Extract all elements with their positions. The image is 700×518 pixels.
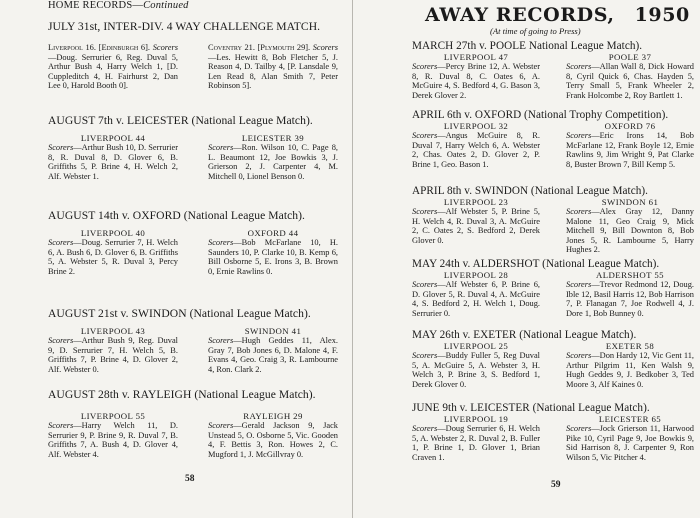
match-title: JUNE 9th v. LEICESTER (National League Match).	[412, 402, 650, 414]
scorers-label: Scorers	[566, 424, 592, 433]
match-block	[412, 402, 694, 462]
match-columns	[412, 270, 694, 318]
scorers-list: —Eric Irons 14, Bob McFarlane 12, Frank Boyle 12, Ernie Rawlins 9, Jim Wright 9, Pat Clarke 8, Buster Brown 7, Bill Kemp 5.	[566, 131, 694, 169]
match-block	[412, 40, 694, 100]
team-score-heading: Coventry 21. [Plymouth 29].	[208, 43, 311, 52]
scorers-label: Scorers	[208, 336, 234, 345]
page-title	[425, 4, 690, 26]
scorers-label: Scorers	[208, 238, 234, 247]
scorers-label: Scorers	[48, 238, 74, 247]
home-team-record	[48, 411, 178, 459]
running-head-text: HOME RECORDS—	[48, 0, 144, 11]
match-columns	[412, 197, 694, 255]
team-score-heading: LIVERPOOL 43	[80, 326, 146, 336]
scorers-list: —Don Hardy 12, Vic Gent 11, Arthur Pilgrim 11, Ken Walsh 9, Hugh Geddes 9, J. Bedkober 3, Ted Moore 3, Alf Kaines 0.	[566, 351, 694, 389]
team-score-heading: LIVERPOOL 44	[80, 133, 146, 143]
away-team-record	[208, 133, 338, 181]
scorers-list: —Allan Wall 8, Dick Howard 8, Cyril Quick 6, Chas. Hayden 5, Terry Small 5, Frank Wheeler 2, Frank Holcombe 2, Roy Bartlett 1.	[566, 62, 694, 100]
team-score-heading: ALDERSHOT 55	[596, 270, 664, 280]
scorers-label: Scorers	[412, 131, 438, 140]
scorers-list: —Doug. Serrurier 7, H. Welch 6, A. Bush 6, D. Glover 6, B. Griffiths 5, A. Webster 5, R. Duval 3, Percy Brine 2.	[48, 238, 178, 276]
scorers-label: Scorers	[412, 207, 438, 216]
away-team-record	[566, 52, 694, 100]
team-score-heading: LIVERPOOL 23	[443, 197, 509, 207]
match-block	[412, 329, 694, 389]
match-block	[48, 20, 338, 91]
match-columns	[48, 133, 338, 181]
team-score-heading: SWINDON 41	[244, 326, 302, 336]
scorers-list: —Alf Webster 5, P. Brine 5, H. Welch 4, R. Duval 3, A. McGuire 2, C. Oates 2, S. Bedford 2, Derek Glover 0.	[412, 207, 540, 245]
running-head-italic: Continued	[143, 0, 189, 11]
match-block	[48, 209, 338, 276]
scorers-label: Scorers	[412, 62, 438, 71]
match-columns	[48, 43, 338, 91]
match-block	[412, 185, 694, 255]
scorers-list: —Doug Serrurier 6, H. Welch 5, A. Webster 2, R. Duval 2, B. Fuller 1, P. Brine 1, D. Glover 1, Brian Craven 1.	[412, 424, 540, 462]
scorers-list: —Percy Brine 12, A. Webster 8, R. Duval 8, C. Oates 6, A. McGuire 4, S. Bedford 4, G. Bason 3, Derek Glover 2.	[412, 62, 540, 100]
away-team-record	[566, 270, 694, 318]
home-team-record	[48, 326, 178, 374]
match-title: AUGUST 21st v. SWINDON (National League Match).	[48, 307, 311, 320]
match-columns	[412, 121, 694, 169]
scorers-label: Scorers	[566, 62, 592, 71]
match-title: MARCH 27th v. POOLE National League Match).	[412, 40, 643, 52]
home-team-record	[48, 43, 178, 91]
match-block	[48, 307, 338, 374]
scorers-list: —Les. Hewitt 8, Bob Fletcher 5, J. Reason 4, D. Tailby 4, [P. Lansdale 9, Len Read 8, Alan Smith 7, Peter Robinson 5].	[208, 52, 338, 91]
team-score-heading: LIVERPOOL 40	[80, 228, 146, 238]
match-columns	[48, 411, 338, 459]
team-score-heading: LIVERPOOL 55	[80, 411, 146, 421]
home-team-record	[412, 270, 540, 318]
scorers-list: —Ron. Wilson 10, C. Page 8, L. Beaumont 12, Joe Bowkis 3, J. Grierson 2, J. Carpenter 4, M. Mitchell 0, Lionel Benson 0.	[208, 143, 338, 181]
match-title: AUGUST 7th v. LEICESTER (National League Match).	[48, 114, 313, 127]
book-spine-divider	[352, 0, 353, 518]
scorers-label: Scorers	[48, 143, 74, 152]
scorers-label: Scorers	[566, 207, 592, 216]
scorers-label: Scorers	[412, 351, 438, 360]
team-score-heading: LEICESTER 39	[241, 133, 305, 143]
scorers-label: Scorers	[208, 143, 234, 152]
running-head	[48, 0, 189, 11]
match-columns	[48, 228, 338, 276]
scorers-label: Scorers	[312, 43, 338, 52]
match-columns	[412, 414, 694, 462]
home-team-record	[412, 414, 540, 462]
match-title: AUGUST 28th v. RAYLEIGH (National League Match).	[48, 388, 316, 401]
away-team-record	[208, 43, 338, 91]
home-team-record	[412, 52, 540, 100]
team-score-heading: RAYLEIGH 29	[243, 411, 303, 421]
team-score-heading: POOLE 37	[608, 52, 652, 62]
scorers-label: Scorers	[48, 421, 74, 430]
match-title: MAY 24th v. ALDERSHOT (National League Match).	[412, 258, 660, 270]
home-team-record	[412, 341, 540, 389]
team-score-heading: OXFORD 76	[604, 121, 656, 131]
team-score-heading: EXETER 58	[605, 341, 655, 351]
page-title-text: AWAY RECORDS,	[425, 4, 615, 26]
scorers-list: —Arthur Bush 9, Reg. Duval 9, D. Serrurier 7, H. Welch 5, B. Griffiths 7, P. Brine 4, D. Glover 2, Alf. Webster 0.	[48, 336, 178, 374]
page-title-year: 1950	[634, 4, 690, 26]
match-title: MAY 26th v. EXETER (National League Match).	[412, 329, 637, 341]
team-score-heading: LIVERPOOL 47	[443, 52, 509, 62]
home-team-record	[48, 133, 178, 181]
scorers-list: —Trevor Redmond 12, Doug. Ible 12, Basil Harris 12, Bob Harrison 7, P. Flanagan 7, Joe Rodwell 4, J. Dore 1, Bob Bunney 0.	[566, 280, 694, 318]
match-block	[48, 388, 338, 459]
page-number: 59	[551, 480, 561, 490]
match-columns	[48, 326, 338, 374]
scorers-list: —Alf Webster 6, P. Brine 6, D. Glover 5, R. Duval 4, A. McGuire 4, S. Bedford 2, H. Welch 1, Doug. Serrurier 0.	[412, 280, 540, 318]
scorers-list: —Arthur Bush 10, D. Serrurier 8, R. Duval 8, D. Glover 6, B. Griffiths 5, P. Brine 4, H. Welch 2, Alf. Webster 1.	[48, 143, 178, 181]
scorers-list: —Jock Grierson 11, Harwood Pike 10, Cyril Page 9, Joe Bowkis 9, Sid Harrison 8, J. Carpenter 9, Ron Wilson 5, Vic Pitcher 4.	[566, 424, 694, 462]
match-block	[48, 114, 338, 181]
team-score-heading: Liverpool 16. [Edinburgh 6].	[48, 43, 151, 52]
team-score-heading: LEICESTER 65	[598, 414, 662, 424]
match-title: APRIL 6th v. OXFORD (National Trophy Competition).	[412, 109, 669, 121]
scorers-label: Scorers	[412, 424, 438, 433]
scorers-list: —Angus McGuire 8, R. Duval 7, Harry Welch 6, A. Webster 2, Chas. Oates 2, D. Glover 2, P. Brine 1, Geo. Bason 1.	[412, 131, 540, 169]
scorers-label: Scorers	[566, 131, 592, 140]
page-number: 58	[185, 474, 195, 484]
away-team-record	[566, 197, 694, 255]
scorers-list: —Hugh Geddes 11, Alex. Gray 7, Bob Jones 6, D. Malone 4, F. Evans 4, Geo. Craig 3, R. Lambourne 4, Ron. Clark 2.	[208, 336, 338, 374]
match-title: APRIL 8th v. SWINDON (National League Match).	[412, 185, 648, 197]
scorers-label: Scorers	[208, 421, 234, 430]
home-team-record	[48, 228, 178, 276]
scorers-list: —Doug. Serrurier 6, Reg. Duval 5, Arthur Bush 4, Harry Welch 1, [D. Cuppleditch 4, H. Fairhurst 2, Dan Lee 0, Harold Booth 0].	[48, 52, 178, 91]
team-score-heading: OXFORD 44	[247, 228, 299, 238]
team-score-heading: LIVERPOOL 19	[443, 414, 509, 424]
match-block	[412, 258, 694, 318]
team-score-heading: LIVERPOOL 28	[443, 270, 509, 280]
away-team-record	[566, 121, 694, 169]
scorers-list: —Alex Gray 12, Danny Malone 11, Geo Craig 9, Mick Mitchell 9, Bill Downton 8, Bob Jones 5, R. Lambourne 5, Harry Hughes 2.	[566, 207, 694, 255]
match-columns	[412, 341, 694, 389]
away-team-record	[566, 414, 694, 462]
scorers-label: Scorers	[152, 43, 178, 52]
away-team-record	[208, 411, 338, 459]
scorers-list: —Bob McFarlane 10, H. Saunders 10, P. Clarke 10, B. Kemp 6, Bill Osborne 5, E. Irons 3, B. Brown 0, Ernie Rawlins 0.	[208, 238, 338, 276]
scorers-label: Scorers	[566, 351, 592, 360]
home-team-record	[412, 197, 540, 255]
scorers-list: —Gerald Jackson 9, Jack Unstead 5, O. Osborne 5, Vic. Gooden 4, F. Bettis 3, Ron. Howes 2, C. Mugford 1, J. McGillvray 0.	[208, 421, 338, 459]
away-team-record	[208, 326, 338, 374]
match-title: AUGUST 14th v. OXFORD (National League Match).	[48, 209, 305, 222]
page-subtitle: (At time of going to Press)	[490, 26, 581, 36]
match-block	[412, 109, 694, 169]
team-score-heading: LIVERPOOL 25	[443, 341, 509, 351]
home-team-record	[412, 121, 540, 169]
away-team-record	[208, 228, 338, 276]
team-score-heading: LIVERPOOL 32	[443, 121, 509, 131]
match-columns	[412, 52, 694, 100]
match-title: JULY 31st, INTER-DIV. 4 WAY CHALLENGE MATCH.	[48, 20, 321, 33]
scorers-list: —Harry Welch 11, D. Serrurier 9, P. Brine 9, R. Duval 7, B. Griffiths 7, A. Bush 4, D. Glover 4, Alf. Webster 4.	[48, 421, 178, 459]
scorers-label: Scorers	[48, 336, 74, 345]
scorers-label: Scorers	[412, 280, 438, 289]
away-team-record	[566, 341, 694, 389]
scorers-list: —Buddy Fuller 5, Reg Duval 5, A. McGuire 5, A. Webster 3, H. Welch 3, P. Brine 3, S. Bedford 1, Derek Glover 0.	[412, 351, 540, 389]
team-score-heading: SWINDON 61	[601, 197, 659, 207]
scorers-label: Scorers	[566, 280, 592, 289]
